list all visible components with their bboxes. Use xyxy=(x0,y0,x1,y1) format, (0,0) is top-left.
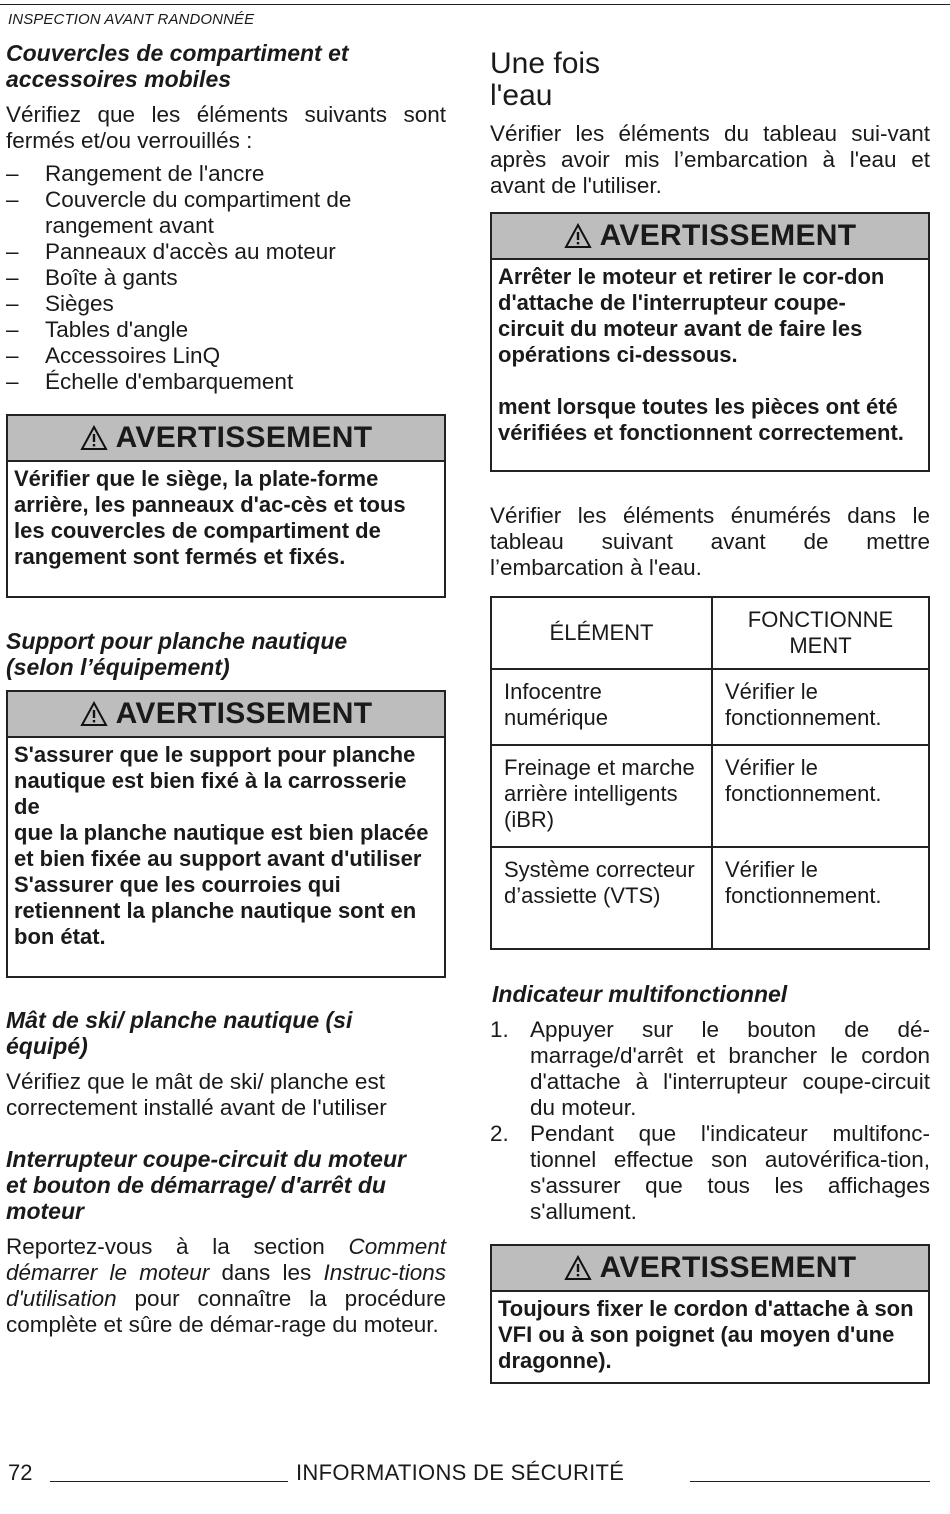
compartment-intro-text: Vérifiez que les éléments suivants sont fermés et/ou verrouillés : xyxy=(6,102,446,153)
page-number: 72 xyxy=(8,1460,33,1485)
text-fragment: Reportez-vous à la section xyxy=(6,1234,349,1259)
right-column xyxy=(490,40,930,1384)
warning-box-compartments xyxy=(6,414,446,598)
warning-title: AVERTISSEMENT xyxy=(599,1251,857,1284)
table-row xyxy=(491,847,929,949)
table-cell-operation: Vérifier le fonctionnement. xyxy=(712,847,929,949)
table-header-cell: ÉLÉMENT xyxy=(491,597,712,669)
footer-title: INFORMATIONS DE SÉCURITÉ xyxy=(296,1460,625,1485)
list-item xyxy=(490,1121,930,1225)
warning-header xyxy=(492,1246,928,1292)
ski-mast-text: Vérifiez que le mât de ski/ planche est correctement installé avant de l'utiliser xyxy=(6,1069,387,1120)
text-fragment: dans les xyxy=(209,1260,324,1285)
warning-paragraph: Arrêter le moteur et retirer le cor-don d'attache de l'interrupteur coupe-circuit du moteur avant de faire les opérations ci-dessous. xyxy=(498,264,885,367)
list-item: – Échelle d'embarquement xyxy=(6,369,446,395)
warning-header xyxy=(8,692,444,738)
table-intro-text: Vérifier les éléments énumérés dans le tableau suivant avant de mettre l’embarcation à l'eau. xyxy=(490,503,930,580)
section-title-compartment-covers: Couvercles de compartiment et accessoires mobiles xyxy=(6,40,349,92)
heading-line: l'eau xyxy=(490,79,553,112)
warning-title: AVERTISSEMENT xyxy=(115,697,373,730)
footer-rule-right xyxy=(690,1481,930,1482)
step-text: Pendant que l'indicateur multifonc-tionnel effectue son autovérifica-tion, s'assurer que tous les affichages s'allument. xyxy=(530,1121,930,1224)
text-fragment: pour connaître la procédure complète et sûre de démar-rage du moteur. xyxy=(6,1286,446,1337)
warning-line: que la planche nautique est bien placée et bien fixée au support avant d'utiliser xyxy=(14,820,429,871)
warning-text xyxy=(492,260,914,450)
header-title: INSPECTION AVANT RANDONNÉE xyxy=(8,11,255,28)
list-item: – Couvercle du compartiment de rangement avant xyxy=(6,187,446,239)
table-header-cell: FONCTIONNE MENT xyxy=(712,597,929,669)
list-item: – Rangement de l'ancre xyxy=(6,161,446,187)
inspection-table xyxy=(490,596,930,950)
warning-triangle-icon xyxy=(564,223,592,249)
warning-box-wakeboard xyxy=(6,690,446,978)
left-column xyxy=(6,40,446,1338)
text-fragment-italic: Instruc-tions d'utilisation xyxy=(6,1260,446,1311)
warning-text xyxy=(8,738,444,954)
table-cell-operation: Vérifier le fonctionnement. xyxy=(712,745,929,847)
page-footer xyxy=(0,1460,950,1490)
warning-text: Toujours fixer le cordon d'attache à son VFI ou à son poignet (au moyen d'une dragonne). xyxy=(498,1296,914,1373)
warning-line: S'assurer que le support pour planche nautique est bien fixé à la carrosserie de xyxy=(14,742,416,819)
section-title-multifunction-gauge: Indicateur multifonctionnel xyxy=(492,981,788,1007)
table-header-row xyxy=(491,597,929,669)
warning-box-lanyard xyxy=(490,1244,930,1384)
warning-triangle-icon xyxy=(80,701,108,727)
warning-header xyxy=(8,416,444,462)
warning-text: Vérifier que le siège, la plate-forme arrière, les panneaux d'ac-cès et tous les couvercles de compartiment de rangement sont fermés et fixés. xyxy=(14,466,406,569)
table-cell-element: Freinage et marche arrière intelligents (iBR) xyxy=(491,745,712,847)
list-item: – Tables d'angle xyxy=(6,317,446,343)
warning-title: AVERTISSEMENT xyxy=(599,219,857,252)
list-item: – Boîte à gants xyxy=(6,265,446,291)
warning-line: S'assurer que les courroies qui retiennent la planche nautique sont en bon état. xyxy=(14,872,417,949)
footer-rule-left xyxy=(50,1481,288,1482)
list-item xyxy=(490,1017,930,1121)
warning-paragraph: ment lorsque toutes les pièces ont été vérifiées et fonctionnent correctement. xyxy=(498,394,904,445)
compartment-items-list xyxy=(6,161,446,395)
section-title-ski-mast: Mât de ski/ planche nautique (si équipé) xyxy=(6,1007,353,1059)
warning-box-engine-stop xyxy=(490,212,930,472)
section-heading-water xyxy=(490,48,930,112)
table-row xyxy=(491,669,929,745)
step-number: 2. xyxy=(490,1121,509,1146)
page-header xyxy=(0,0,950,32)
table-cell-operation: Vérifier le fonctionnement. xyxy=(712,669,929,745)
heading-line: Une fois xyxy=(490,47,601,80)
water-intro-text: Vérifier les éléments du tableau sui-vant après avoir mis l’embarcation à l'eau et avant de l'utiliser. xyxy=(490,121,930,198)
section-title-engine-cutoff: Interrupteur coupe-circuit du moteur et bouton de démarrage/ d'arrêt du moteur xyxy=(6,1146,406,1224)
text-fragment-italic: Comment démarrer le moteur xyxy=(6,1234,446,1285)
list-item: – Panneaux d'accès au moteur xyxy=(6,239,446,265)
table-cell-element: Infocentre numérique xyxy=(491,669,712,745)
list-item: – Accessoires LinQ xyxy=(6,343,446,369)
warning-title: AVERTISSEMENT xyxy=(115,421,373,454)
table-cell-element: Système correcteur d’assiette (VTS) xyxy=(491,847,712,949)
engine-cutoff-text xyxy=(6,1234,446,1338)
warning-triangle-icon xyxy=(80,425,108,451)
warning-header xyxy=(492,214,928,260)
gauge-steps-list xyxy=(490,1017,930,1225)
list-item: – Sièges xyxy=(6,291,446,317)
table-row xyxy=(491,745,929,847)
header-rule xyxy=(0,4,950,5)
warning-triangle-icon xyxy=(564,1255,592,1281)
section-title-wakeboard-rack: Support pour planche nautique (selon l’équipement) xyxy=(6,628,348,680)
step-text: Appuyer sur le bouton de dé-marrage/d'arrêt et brancher le cordon d'attache à l'interrupteur coupe-circuit du moteur. xyxy=(530,1017,930,1120)
step-number: 1. xyxy=(490,1017,509,1042)
